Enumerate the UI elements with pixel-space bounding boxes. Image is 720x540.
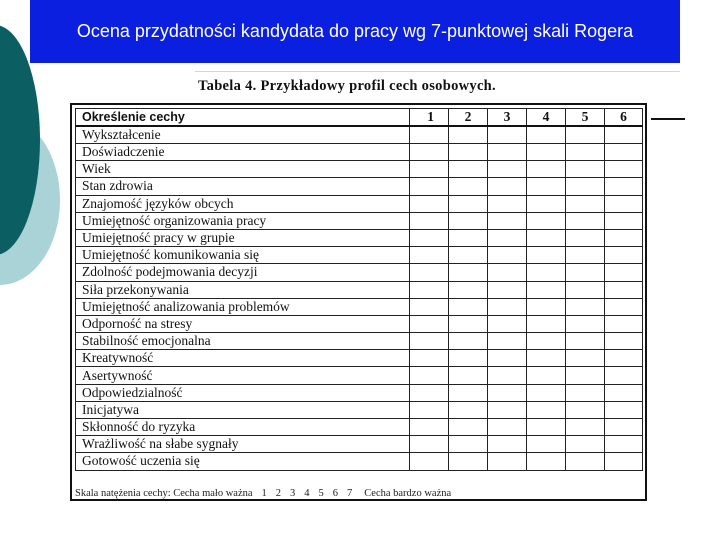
rating-cell bbox=[410, 212, 449, 229]
table-row bbox=[76, 161, 643, 178]
rating-cell bbox=[605, 212, 643, 229]
scale-legend-number: 2 bbox=[275, 488, 282, 499]
rating-cell bbox=[488, 367, 527, 384]
rating-cell bbox=[449, 144, 488, 161]
table-row bbox=[76, 281, 643, 298]
rating-cell bbox=[527, 350, 566, 367]
rating-cell bbox=[410, 453, 449, 470]
rating-cell bbox=[566, 212, 605, 229]
rating-cell bbox=[527, 419, 566, 436]
rating-cell bbox=[566, 195, 605, 212]
header-trait-label: Określenie cechy bbox=[76, 109, 410, 127]
trait-label: Gotowość uczenia się bbox=[76, 453, 410, 470]
table-body bbox=[76, 126, 643, 470]
scale-legend-number: 6 bbox=[332, 488, 339, 499]
rating-cell bbox=[488, 384, 527, 401]
trait-label: Umiejętność organizowania pracy bbox=[76, 212, 410, 229]
rating-cell bbox=[527, 384, 566, 401]
rating-cell bbox=[566, 144, 605, 161]
rating-cell bbox=[527, 298, 566, 315]
rating-cell bbox=[488, 195, 527, 212]
rating-cell bbox=[488, 144, 527, 161]
rating-cell bbox=[527, 367, 566, 384]
rating-cell bbox=[410, 367, 449, 384]
rating-cell bbox=[410, 401, 449, 418]
rating-cell bbox=[410, 264, 449, 281]
trait-label: Inicjatywa bbox=[76, 401, 410, 418]
rating-cell bbox=[527, 401, 566, 418]
rating-cell bbox=[410, 126, 449, 144]
rating-cell bbox=[488, 126, 527, 144]
rating-cell bbox=[605, 264, 643, 281]
scale-legend-number: 3 bbox=[290, 488, 296, 499]
rating-cell bbox=[527, 247, 566, 264]
rating-cell bbox=[449, 384, 488, 401]
scale-legend-number: 4 bbox=[304, 488, 310, 499]
trait-label: Kreatywność bbox=[76, 350, 410, 367]
rating-cell bbox=[527, 212, 566, 229]
rating-cell bbox=[566, 367, 605, 384]
table-row bbox=[76, 229, 643, 246]
slide-title: Ocena przydatności kandydata do pracy wg 7-punktowej skali Rogera bbox=[76, 21, 634, 41]
rating-cell bbox=[566, 333, 605, 350]
rating-cell bbox=[488, 212, 527, 229]
rating-cell bbox=[527, 126, 566, 144]
table-row bbox=[76, 195, 643, 212]
trait-label: Umiejętność pracy w grupie bbox=[76, 229, 410, 246]
rating-cell bbox=[527, 178, 566, 195]
header-scale-5: 5 bbox=[566, 109, 605, 127]
rating-cell bbox=[605, 436, 643, 453]
top-divider bbox=[195, 71, 680, 72]
rating-cell bbox=[488, 298, 527, 315]
trait-label: Znajomość języków obcych bbox=[76, 195, 410, 212]
header-scale-6: 6 bbox=[605, 109, 643, 127]
rating-cell bbox=[566, 419, 605, 436]
rating-cell bbox=[605, 178, 643, 195]
rating-cell bbox=[527, 453, 566, 470]
trait-label: Wykształcenie bbox=[76, 126, 410, 144]
rating-cell bbox=[410, 436, 449, 453]
table-row bbox=[76, 315, 643, 332]
rating-cell bbox=[449, 229, 488, 246]
rating-cell bbox=[449, 298, 488, 315]
rating-cell bbox=[449, 178, 488, 195]
rating-cell bbox=[449, 195, 488, 212]
table-row bbox=[76, 247, 643, 264]
rating-cell bbox=[449, 264, 488, 281]
table-row bbox=[76, 178, 643, 195]
trait-label: Doświadczenie bbox=[76, 144, 410, 161]
scale-legend-number: 5 bbox=[318, 488, 324, 499]
rating-cell bbox=[605, 298, 643, 315]
header-scale-1: 1 bbox=[410, 109, 449, 127]
rating-cell bbox=[410, 195, 449, 212]
rating-cell bbox=[605, 453, 643, 470]
table-row bbox=[76, 401, 643, 418]
rating-cell bbox=[605, 144, 643, 161]
header-scale-4: 4 bbox=[527, 109, 566, 127]
scale-legend-right: Cecha bardzo ważna bbox=[364, 488, 452, 499]
rating-cell bbox=[449, 401, 488, 418]
rating-cell bbox=[566, 401, 605, 418]
rating-cell bbox=[605, 401, 643, 418]
rating-cell bbox=[527, 436, 566, 453]
rating-cell bbox=[410, 333, 449, 350]
table-row bbox=[76, 419, 643, 436]
rating-cell bbox=[605, 315, 643, 332]
rating-cell bbox=[488, 419, 527, 436]
rating-cell bbox=[410, 350, 449, 367]
rating-cell bbox=[605, 367, 643, 384]
rating-cell bbox=[449, 247, 488, 264]
rating-cell bbox=[449, 436, 488, 453]
rating-cell bbox=[488, 350, 527, 367]
rating-cell bbox=[488, 247, 527, 264]
rating-cell bbox=[566, 350, 605, 367]
rating-cell bbox=[527, 315, 566, 332]
trait-label: Skłonność do ryzyka bbox=[76, 419, 410, 436]
table-row bbox=[76, 436, 643, 453]
rating-cell bbox=[410, 247, 449, 264]
rating-cell bbox=[410, 384, 449, 401]
rating-cell bbox=[488, 401, 527, 418]
table-row bbox=[76, 453, 643, 470]
trait-label: Asertywność bbox=[76, 367, 410, 384]
trait-label: Umiejętność analizowania problemów bbox=[76, 298, 410, 315]
scale-legend-number: 7 bbox=[347, 488, 353, 499]
side-rule bbox=[651, 118, 685, 120]
trait-label: Umiejętność komunikowania się bbox=[76, 247, 410, 264]
rating-cell bbox=[527, 333, 566, 350]
slide-title-bar bbox=[30, 0, 680, 63]
rating-cell bbox=[566, 229, 605, 246]
scale-legend-number: 1 bbox=[261, 488, 267, 499]
table-row bbox=[76, 333, 643, 350]
rating-cell bbox=[410, 419, 449, 436]
table-caption: Tabela 4. Przykładowy profil cech osobowych. bbox=[198, 78, 496, 94]
trait-label: Stabilność emocjonalna bbox=[76, 333, 410, 350]
rating-cell bbox=[605, 126, 643, 144]
rating-cell bbox=[566, 384, 605, 401]
trait-label: Siła przekonywania bbox=[76, 281, 410, 298]
rating-cell bbox=[566, 178, 605, 195]
trait-label: Odporność na stresy bbox=[76, 315, 410, 332]
rating-cell bbox=[410, 298, 449, 315]
rating-cell bbox=[527, 195, 566, 212]
rating-cell bbox=[527, 144, 566, 161]
table-row bbox=[76, 298, 643, 315]
rating-cell bbox=[566, 247, 605, 264]
rating-cell bbox=[488, 178, 527, 195]
table-row bbox=[76, 264, 643, 281]
trait-profile-table-frame bbox=[70, 103, 647, 501]
rating-cell bbox=[566, 126, 605, 144]
table-row bbox=[76, 144, 643, 161]
rating-cell bbox=[449, 367, 488, 384]
rating-cell bbox=[488, 436, 527, 453]
rating-cell bbox=[488, 333, 527, 350]
rating-cell bbox=[410, 178, 449, 195]
header-scale-2: 2 bbox=[449, 109, 488, 127]
rating-cell bbox=[488, 161, 527, 178]
rating-cell bbox=[605, 281, 643, 298]
trait-label: Wrażliwość na słabe sygnały bbox=[76, 436, 410, 453]
scale-legend bbox=[75, 488, 642, 499]
rating-cell bbox=[488, 281, 527, 298]
rating-cell bbox=[527, 281, 566, 298]
rating-cell bbox=[566, 161, 605, 178]
rating-cell bbox=[527, 264, 566, 281]
rating-cell bbox=[566, 298, 605, 315]
rating-cell bbox=[488, 229, 527, 246]
rating-cell bbox=[410, 144, 449, 161]
rating-cell bbox=[488, 453, 527, 470]
rating-cell bbox=[605, 350, 643, 367]
rating-cell bbox=[527, 229, 566, 246]
trait-label: Odpowiedzialność bbox=[76, 384, 410, 401]
table-header-row bbox=[76, 109, 643, 127]
rating-cell bbox=[410, 315, 449, 332]
rating-cell bbox=[410, 229, 449, 246]
rating-cell bbox=[605, 333, 643, 350]
rating-cell bbox=[449, 212, 488, 229]
table-row bbox=[76, 384, 643, 401]
rating-cell bbox=[566, 436, 605, 453]
rating-cell bbox=[449, 315, 488, 332]
rating-cell bbox=[449, 161, 488, 178]
table-row bbox=[76, 350, 643, 367]
rating-cell bbox=[449, 453, 488, 470]
table-row bbox=[76, 126, 643, 144]
table-row bbox=[76, 212, 643, 229]
rating-cell bbox=[605, 229, 643, 246]
rating-cell bbox=[488, 264, 527, 281]
rating-cell bbox=[605, 419, 643, 436]
rating-cell bbox=[566, 453, 605, 470]
rating-cell bbox=[449, 126, 488, 144]
rating-cell bbox=[605, 195, 643, 212]
rating-cell bbox=[449, 281, 488, 298]
scale-legend-numbers bbox=[253, 488, 353, 499]
trait-label: Stan zdrowia bbox=[76, 178, 410, 195]
rating-cell bbox=[605, 384, 643, 401]
rating-cell bbox=[566, 281, 605, 298]
scale-legend-left: Skala natężenia cechy: Cecha mało ważna bbox=[75, 488, 253, 499]
table-row bbox=[76, 367, 643, 384]
rating-cell bbox=[566, 315, 605, 332]
rating-cell bbox=[605, 161, 643, 178]
header-scale-3: 3 bbox=[488, 109, 527, 127]
rating-cell bbox=[449, 333, 488, 350]
rating-cell bbox=[488, 315, 527, 332]
trait-label: Wiek bbox=[76, 161, 410, 178]
rating-cell bbox=[605, 247, 643, 264]
trait-label: Zdolność podejmowania decyzji bbox=[76, 264, 410, 281]
trait-profile-table bbox=[75, 108, 643, 471]
rating-cell bbox=[449, 350, 488, 367]
rating-cell bbox=[566, 264, 605, 281]
rating-cell bbox=[410, 161, 449, 178]
rating-cell bbox=[449, 419, 488, 436]
rating-cell bbox=[527, 161, 566, 178]
rating-cell bbox=[410, 281, 449, 298]
